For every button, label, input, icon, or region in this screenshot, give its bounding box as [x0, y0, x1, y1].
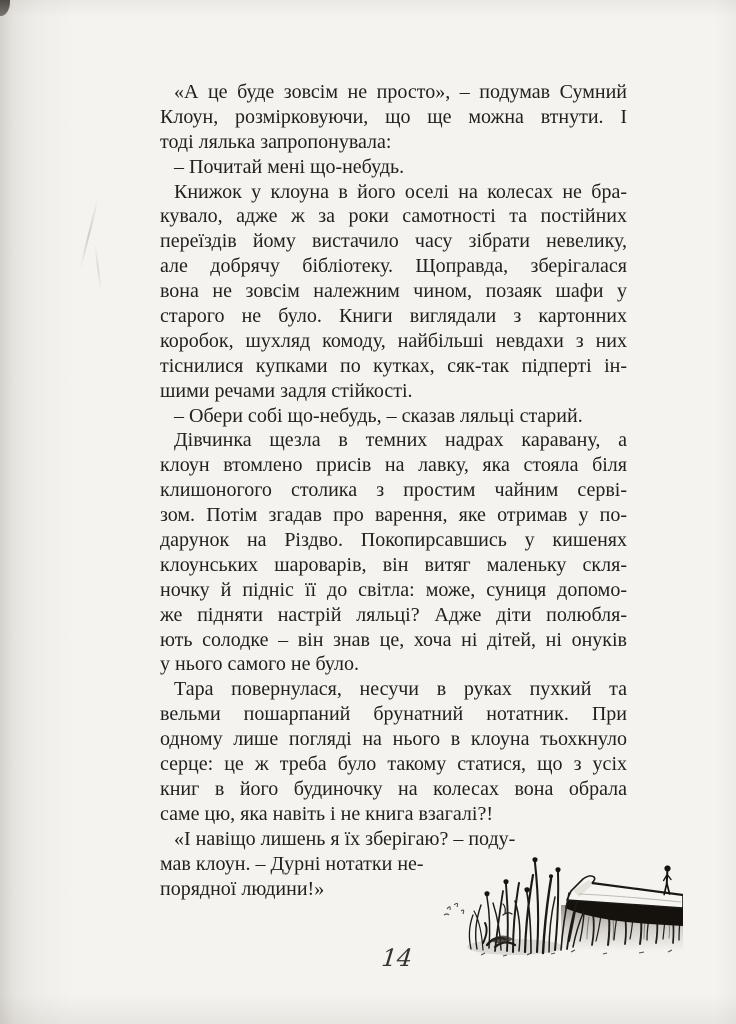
- paragraph: [160, 180, 627, 404]
- text-line: вельми пошарпаний брунатний нотатник. При: [160, 703, 627, 726]
- grass-dock-illustration: [443, 853, 683, 963]
- text-line: «А це буде зовсім не просто», – подумав Сумний: [174, 81, 627, 103]
- text-line: саме цю, яка навіть і не книга взагалі?!: [160, 802, 493, 825]
- text-line: старого не було. Книги виглядали з картонних: [160, 305, 627, 328]
- text-line: «І навіщо лишень я їх зберігаю? – поду-: [174, 827, 516, 850]
- paragraph: [160, 428, 627, 677]
- text-line: але добрячу бібліотеку. Щоправда, зберігалася: [160, 255, 627, 278]
- text-line: коробок, шухляд комоду, найбільші невдахи з них: [160, 329, 627, 352]
- text-line: кувало, адже ж за роки самотності та постійних: [160, 205, 627, 228]
- page-number: 14: [380, 944, 414, 972]
- text-line: Клоун, розмірковуючи, що ще можна втнути. І: [160, 105, 627, 128]
- text-line: дарунок на Різдво. Покопирсавшись у кишенях: [160, 529, 627, 552]
- text-line: ють солодке – він знав це, хоча ні дітей, ні онуків: [160, 628, 627, 651]
- text-line: тоді лялька запропонувала:: [160, 130, 392, 153]
- text-line: ночку й підніс її до світла: може, суниця допомо-: [160, 578, 627, 601]
- paragraph: [160, 80, 627, 155]
- paragraph-dialogue: [160, 404, 627, 429]
- text-line: порядної людини!»: [160, 877, 325, 900]
- paragraph: [160, 677, 627, 826]
- text-line: переїздів йому вистачило часу зібрати невелику,: [160, 230, 627, 253]
- text-line: – Обери собі що-небудь, – сказав ляльці старий.: [174, 404, 583, 427]
- text-line: зом. Потім згадав про варення, яке отримав у по-: [160, 504, 627, 527]
- text-line: тіснилися купками по кутках, сяк-так підперті ін-: [160, 354, 627, 377]
- text-line: мав клоун. – Дурні нотатки не-: [160, 852, 424, 875]
- text-line: шими речами задля стійкості.: [160, 379, 413, 402]
- text-line: вона не зовсім належним чином, позаяк шафи у: [160, 280, 627, 303]
- page-text: [160, 80, 627, 901]
- text-line: Тара повернулася, несучи в руках пухкий та: [174, 678, 627, 701]
- text-line: клоун втомлено присів на лавку, яка стояла біля: [160, 454, 627, 477]
- text-line: одному лише погляді на нього в клоуна тьохкнуло: [160, 728, 627, 751]
- text-line: у нього самого не було.: [160, 653, 359, 676]
- text-line: серце: це ж треба було такому статися, що з усіх: [160, 753, 627, 776]
- text-line: – Почитай мені що-небудь.: [174, 155, 405, 178]
- page-corner-mark: [0, 0, 10, 16]
- text-line: Дівчинка щезла в темних надрах каравану, а: [174, 429, 627, 452]
- text-line: клоунських шароварів, він витяг маленьку скля-: [160, 553, 627, 576]
- text-line: же підняти настрій ляльці? Адже діти полюбля-: [160, 603, 627, 626]
- tiny-figure: [664, 865, 671, 894]
- text-line: клишоногого столика з простим чайним серві-: [160, 479, 627, 502]
- paragraph-dialogue: [160, 155, 627, 180]
- text-line: книг в його будиночку на колесах вона обрала: [160, 777, 627, 800]
- text-line: Книжок у клоуна в його оселі на колесах не бра-: [174, 180, 627, 203]
- paper-crease: [94, 244, 102, 292]
